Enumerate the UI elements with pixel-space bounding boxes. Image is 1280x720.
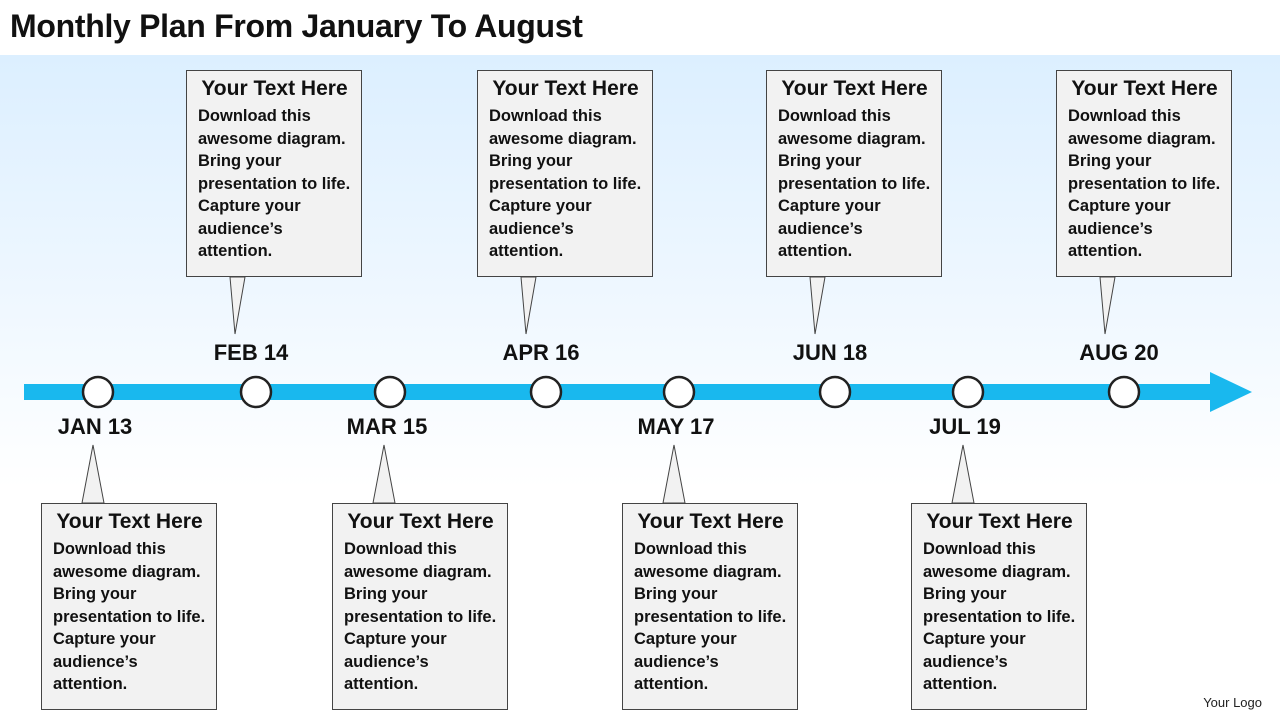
milestone-date-label: JUL 19 bbox=[929, 414, 1001, 439]
callout-heading: Your Text Here bbox=[781, 77, 928, 100]
milestone-date-label: APR 16 bbox=[502, 340, 580, 365]
milestone-date-label: FEB 14 bbox=[213, 340, 289, 365]
callout-text: Download this awesome diagram. Bring your presentation to life. Capture your audience’s attention. bbox=[778, 107, 931, 260]
callout-text: Download this awesome diagram. Bring your presentation to life. Capture your audience’s attention. bbox=[344, 540, 497, 693]
timeline-node bbox=[664, 377, 694, 407]
callout-box bbox=[911, 503, 1087, 710]
callout-heading: Your Text Here bbox=[637, 510, 784, 533]
timeline-arrow-head bbox=[1210, 372, 1252, 412]
callout-pointer bbox=[230, 277, 245, 334]
timeline-node bbox=[953, 377, 983, 407]
timeline-arrow-shaft bbox=[24, 384, 1214, 400]
callout-heading: Your Text Here bbox=[56, 510, 203, 533]
callout-pointer bbox=[1100, 277, 1115, 334]
page-title: Monthly Plan From January To August bbox=[10, 8, 583, 44]
milestone-date-label: MAR 15 bbox=[346, 414, 428, 439]
timeline-node bbox=[375, 377, 405, 407]
callout-box bbox=[477, 70, 653, 277]
callout-pointer bbox=[373, 445, 395, 503]
callout-pointer bbox=[521, 277, 536, 334]
milestone-date-label: MAY 17 bbox=[637, 414, 715, 439]
callout-pointer bbox=[82, 445, 104, 503]
timeline-node bbox=[531, 377, 561, 407]
milestone-date-label: JAN 13 bbox=[57, 414, 133, 439]
timeline-node bbox=[83, 377, 113, 407]
timeline-node bbox=[820, 377, 850, 407]
callout-pointer bbox=[952, 445, 974, 503]
callout-text: Download this awesome diagram. Bring your presentation to life. Capture your audience’s attention. bbox=[923, 540, 1076, 693]
callout-text: Download this awesome diagram. Bring your presentation to life. Capture your audience’s attention. bbox=[489, 107, 642, 260]
callout-heading: Your Text Here bbox=[926, 510, 1073, 533]
logo-text: Your Logo bbox=[1203, 695, 1262, 710]
callout-text: Download this awesome diagram. Bring your presentation to life. Capture your audience’s attention. bbox=[634, 540, 787, 693]
callout-box bbox=[332, 503, 508, 710]
milestone-date-label: AUG 20 bbox=[1079, 340, 1159, 365]
callout-box bbox=[622, 503, 798, 710]
callout-heading: Your Text Here bbox=[347, 510, 494, 533]
milestone-date-label: JUN 18 bbox=[792, 340, 868, 365]
callout-heading: Your Text Here bbox=[1071, 77, 1218, 100]
callout-box bbox=[1056, 70, 1232, 277]
callout-heading: Your Text Here bbox=[201, 77, 348, 100]
callout-box bbox=[186, 70, 362, 277]
timeline-node bbox=[241, 377, 271, 407]
callout-pointer bbox=[663, 445, 685, 503]
callout-pointer bbox=[810, 277, 825, 334]
callout-box bbox=[41, 503, 217, 710]
callout-heading: Your Text Here bbox=[492, 77, 639, 100]
timeline-node bbox=[1109, 377, 1139, 407]
callout-box bbox=[766, 70, 942, 277]
callout-text: Download this awesome diagram. Bring your presentation to life. Capture your audience’s attention. bbox=[1068, 107, 1221, 260]
callout-text: Download this awesome diagram. Bring your presentation to life. Capture your audience’s attention. bbox=[53, 540, 206, 693]
callout-text: Download this awesome diagram. Bring your presentation to life. Capture your audience’s attention. bbox=[198, 107, 351, 260]
